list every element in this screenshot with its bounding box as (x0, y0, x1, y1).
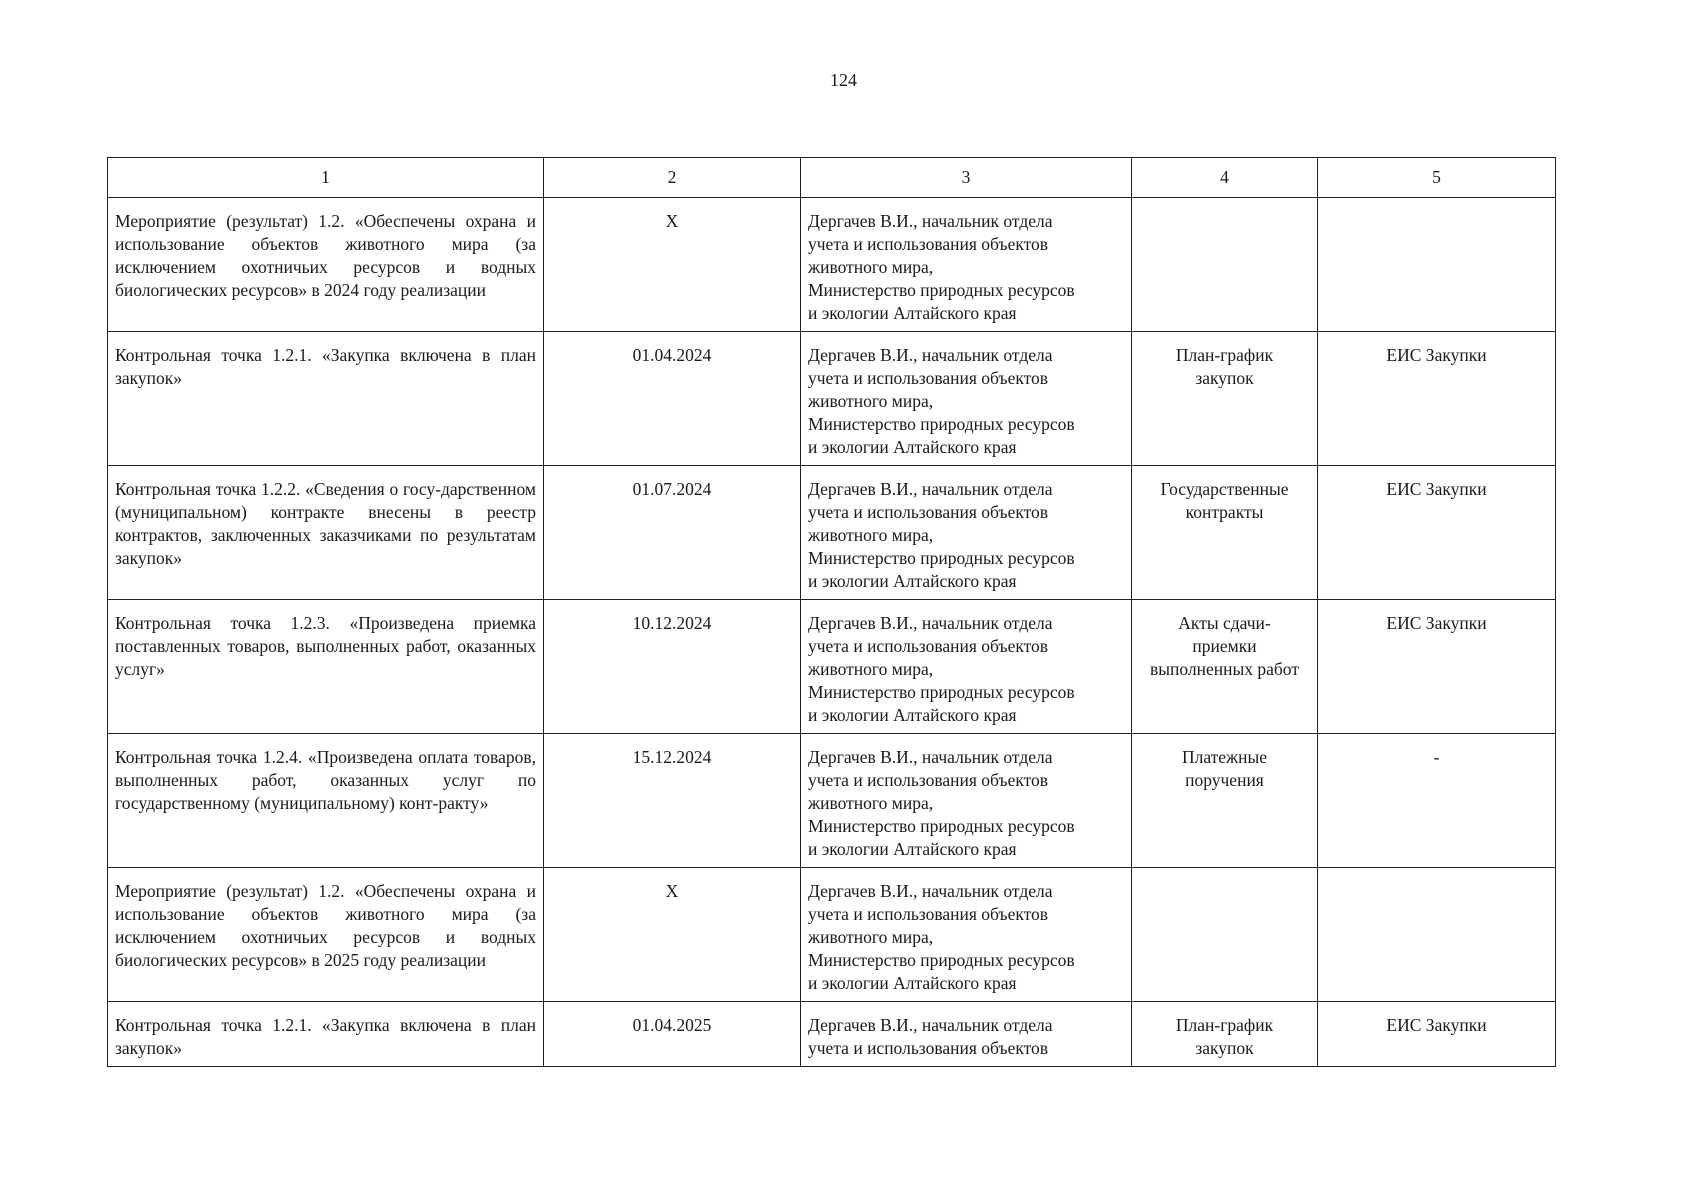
page-number: 124 (830, 70, 857, 90)
table-header-row (108, 158, 1556, 198)
document-cell: Государственные контракты (1132, 466, 1318, 600)
responsible-cell: Дергачев В.И., начальник отдела учета и использования объектов животного мира, Министерство природных ресурсов и экологии Алтайского края (801, 466, 1132, 600)
system-cell: ЕИС Закупки (1318, 600, 1556, 734)
date-cell: 10.12.2024 (544, 600, 801, 734)
responsible-cell: Дергачев В.И., начальник отдела учета и использования объектов животного мира, Министерство природных ресурсов и экологии Алтайского края (801, 734, 1132, 868)
table-row (108, 332, 1556, 466)
responsible-cell: Дергачев В.И., начальник отдела учета и использования объектов животного мира, Министерство природных ресурсов и экологии Алтайского края (801, 198, 1132, 332)
control-points-table (107, 157, 1556, 1067)
event-name-cell: Контрольная точка 1.2.1. «Закупка включена в план закупок» (108, 1002, 544, 1067)
responsible-cell: Дергачев В.И., начальник отдела учета и использования объектов животного мира, Министерство природных ресурсов и экологии Алтайского края (801, 332, 1132, 466)
table-row (108, 198, 1556, 332)
document-cell (1132, 868, 1318, 1002)
event-name-cell: Контрольная точка 1.2.1. «Закупка включена в план закупок» (108, 332, 544, 466)
document-cell: Платежные поручения (1132, 734, 1318, 868)
responsible-cell: Дергачев В.И., начальник отдела учета и использования объектов (801, 1002, 1132, 1067)
system-cell: ЕИС Закупки (1318, 332, 1556, 466)
date-cell: X (544, 198, 801, 332)
event-name-cell: Мероприятие (результат) 1.2. «Обеспечены охрана и использование объектов животного мира (за исключением охотничьих ресурсов и водных биологических ресурсов» в 2025 году реализации (108, 868, 544, 1002)
event-name-cell: Контрольная точка 1.2.4. «Произведена оплата товаров, выполненных работ, оказанных услуг по государственному (муниципальному) конт-ракту» (108, 734, 544, 868)
column-header: 3 (801, 158, 1132, 198)
event-name-cell: Мероприятие (результат) 1.2. «Обеспечены охрана и использование объектов животного мира (за исключением охотничьих ресурсов и водных биологических ресурсов» в 2024 году реализации (108, 198, 544, 332)
table-row (108, 1002, 1556, 1067)
date-cell: 01.04.2024 (544, 332, 801, 466)
date-cell: 15.12.2024 (544, 734, 801, 868)
date-cell: 01.07.2024 (544, 466, 801, 600)
document-cell: План-график закупок (1132, 332, 1318, 466)
document-cell (1132, 198, 1318, 332)
system-cell (1318, 198, 1556, 332)
table-row (108, 466, 1556, 600)
column-header: 1 (108, 158, 544, 198)
system-cell: ЕИС Закупки (1318, 1002, 1556, 1067)
event-name-cell: Контрольная точка 1.2.2. «Сведения о госу-дарственном (муниципальном) контракте внесены в реестр контрактов, заключенных заказчиками по результатам закупок» (108, 466, 544, 600)
event-name-cell: Контрольная точка 1.2.3. «Произведена приемка поставленных товаров, выполненных работ, оказанных услуг» (108, 600, 544, 734)
document-cell: План-график закупок (1132, 1002, 1318, 1067)
system-cell: - (1318, 734, 1556, 868)
table-row (108, 734, 1556, 868)
responsible-cell: Дергачев В.И., начальник отдела учета и использования объектов животного мира, Министерство природных ресурсов и экологии Алтайского края (801, 600, 1132, 734)
date-cell: 01.04.2025 (544, 1002, 801, 1067)
system-cell (1318, 868, 1556, 1002)
responsible-cell: Дергачев В.И., начальник отдела учета и использования объектов животного мира, Министерство природных ресурсов и экологии Алтайского края (801, 868, 1132, 1002)
table-row (108, 600, 1556, 734)
system-cell: ЕИС Закупки (1318, 466, 1556, 600)
date-cell: X (544, 868, 801, 1002)
column-header: 2 (544, 158, 801, 198)
document-cell: Акты сдачи- приемки выполненных работ (1132, 600, 1318, 734)
table-row (108, 868, 1556, 1002)
column-header: 4 (1132, 158, 1318, 198)
column-header: 5 (1318, 158, 1556, 198)
